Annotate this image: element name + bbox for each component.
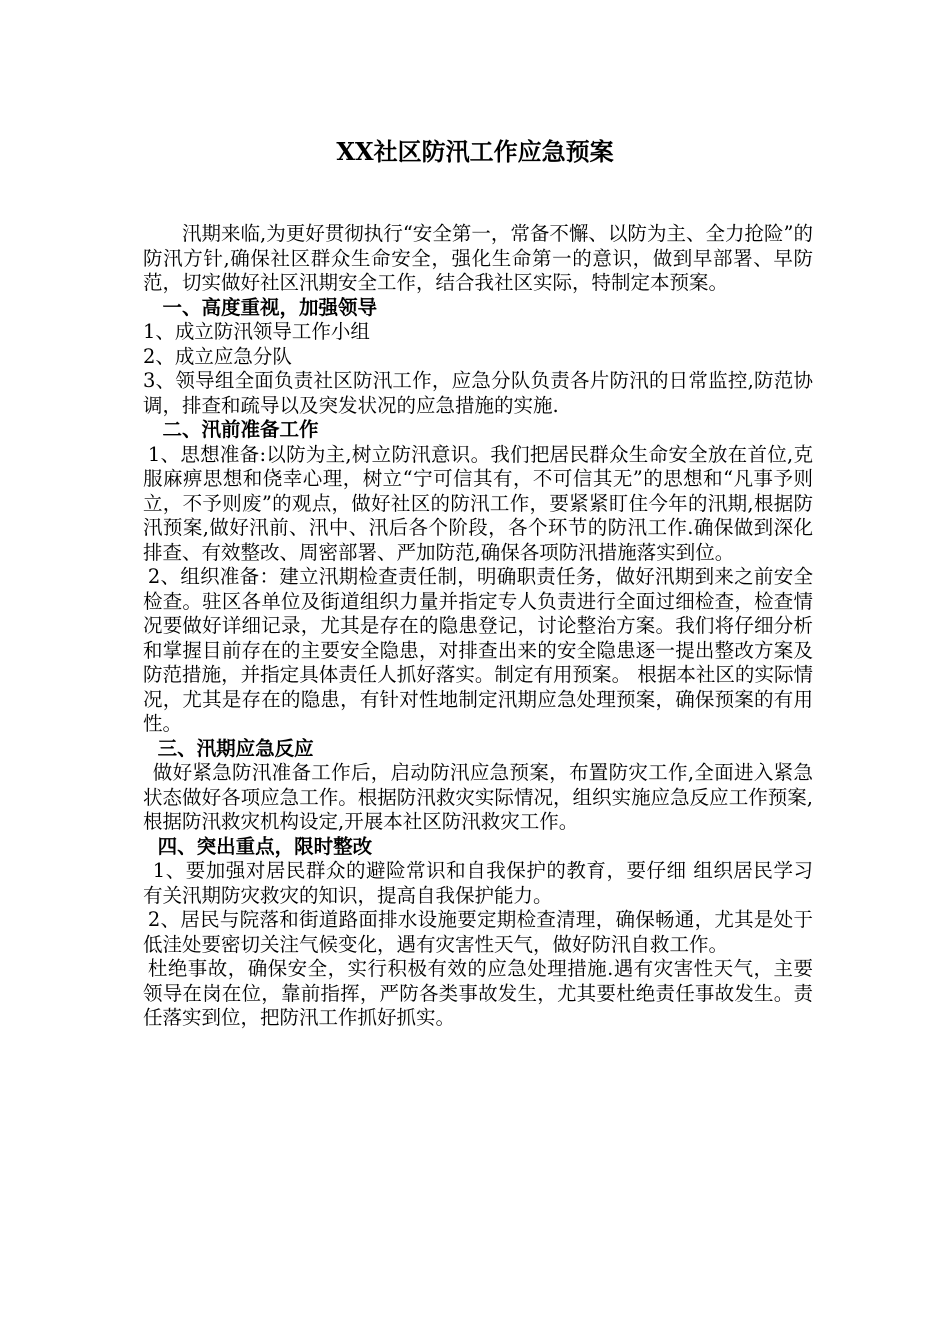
section-heading-3: 三、汛期应急反应 — [157, 736, 314, 760]
list-item: 1、成立防汛领导工作小组 — [143, 320, 370, 343]
document-title: XX社区防汛工作应急预案 — [336, 137, 614, 166]
list-item: 2、成立应急分队 — [143, 344, 292, 368]
section-heading-1: 一、高度重视，加强领导 — [162, 295, 378, 319]
document-body — [143, 222, 813, 1031]
section-heading-2: 二、汛前准备工作 — [162, 418, 319, 441]
paragraph: 杜绝事故，确保安全，实行积极有效的应急处理措施.遇有灾害性天气，主要领导在岗在位，靠前指挥，严防各类事故发生，尤其要杜绝责任事故发生。责任落实到位，把防汛工作抓好抓实。 — [143, 957, 813, 1029]
paragraph: 1、思想准备:以防为主,树立防汛意识。我们把居民群众生命安全放在首位,克服麻痹思想和侥幸心理，树立“宁可信其有，不可信其无”的思想和“凡事予则立，不予则废”的观点，做好社区的防汛工作，要紧紧盯住今年的汛期,根据防汛预案,做好汛前、汛中、汛后各个阶段，各个环节的防汛工作.确保做到深化排查、有效整改、周密部署、严加防范,确保各项防汛措施落实到位。 — [143, 442, 813, 564]
paragraph: 1、要加强对居民群众的避险常识和自我保护的教育，要仔细 组织居民学习有关汛期防灾救灾的知识，提高自我保护能力。 — [143, 859, 813, 907]
list-item: 3、领导组全面负责社区防汛工作，应急分队负责各片防汛的日常监控,防范协调，排查和疏导以及突发状况的应急措施的实施. — [143, 369, 813, 417]
section-heading-4: 四、突出重点，限时整改 — [157, 834, 373, 858]
intro-paragraph: 汛期来临,为更好贯彻执行“安全第一，常备不懈、以防为主、全力抢险”的防汛方针,确保社区群众生命安全，强化生命第一的意识，做到早部署、早防范，切实做好社区汛期安全工作，结合我社区实际，特制定本预案。 — [143, 222, 813, 294]
paragraph: 做好紧急防汛准备工作后，启动防汛应急预案，布置防灾工作,全面进入紧急状态做好各项应急工作。根据防汛救灾实际情况，组织实施应急反应工作预案,根据防汛救灾机构设定,开展本社区防汛救灾工作。 — [143, 761, 813, 833]
paragraph: 2、居民与院落和街道路面排水设施要定期检查清理，确保畅通，尤其是处于低洼处要密切关注气候变化，遇有灾害性天气，做好防汛自救工作。 — [143, 908, 813, 956]
paragraph: 2、组织准备：建立汛期检查责任制，明确职责任务，做好汛期到来之前安全检查。驻区各单位及街道组织力量并指定专人负责进行全面过细检查，检查情况要做好详细记录，尤其是存在的隐患登记，讨论整治方案。我们将仔细分析和掌握目前存在的主要安全隐患，对排查出来的安全隐患逐一提出整改方案及防范措施，并指定具体责任人抓好落实。制定有用预案。 根据本社区的实际情况，尤其是存在的隐患，有针对性地制定汛期应急处理预案，确保预案的有用性。 — [143, 565, 813, 735]
